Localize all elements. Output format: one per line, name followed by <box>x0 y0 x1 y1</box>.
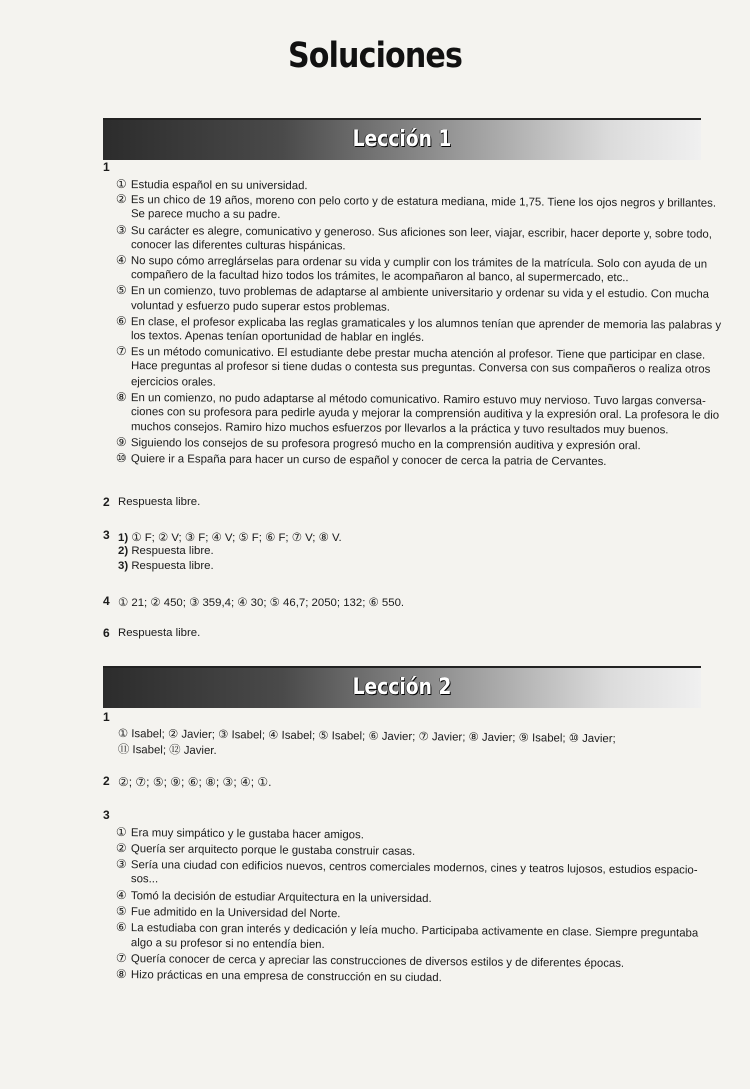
l1-q4-number: 4 <box>103 594 110 608</box>
answer-number: ⑦ <box>115 344 127 359</box>
answer-text: Hace preguntas al profesor si tiene dudas o contesta sus preguntas. Conversa con sus compañeros o realiza otros <box>130 360 711 377</box>
answer-number: ⑧ <box>115 389 127 404</box>
answer-text: En un comienzo, no pudo adaptarse al método comunicativo. Ramiro estuvo muy nervioso. Tuvo largas conversa- <box>130 391 706 408</box>
answer-text: conocer las diferentes culturas hispánicas. <box>130 238 346 253</box>
answer-text: Quería conocer de cerca y apreciar las construcciones de diversos estilos y de diferentes épocas. <box>130 953 625 971</box>
answer-text: Era muy simpático y le gustaba hacer amigos. <box>130 827 364 842</box>
answer-number: ④ <box>115 253 127 268</box>
answer-text: Quiere ir a España para hacer un curso de español y conocer de cerca la patria de Cervantes. <box>130 452 607 468</box>
answer-number: ⑥ <box>115 919 127 934</box>
l1-q3-part3-label: 3) <box>118 560 129 572</box>
l1-q3-part3-text: Respuesta libre. <box>131 560 214 572</box>
l1-q3-part1-text: ① F; ② V; ③ F; ④ V; ⑤ F; ⑥ F; ⑦ V; ⑧ V. <box>131 532 342 544</box>
answer-number: ③ <box>115 856 127 871</box>
answer-number: ⑩ <box>115 450 127 465</box>
l2-q1-line1: ① Isabel; ② Javier; ③ Isabel; ④ Isabel; ⑤ Isabel; ⑥ Javier; ⑦ Javier; ⑧ Javier; ⑨ Isabel; ⑩ Javier; <box>117 727 616 746</box>
lesson-1-banner <box>103 118 701 160</box>
answer-number: ② <box>115 840 127 855</box>
answer-text: Sería una ciudad con edificios nuevos, centros comerciales modernos, cines y teatros lujosos, estudios espacio- <box>130 858 698 877</box>
answer-number: ⑥ <box>115 313 127 328</box>
answer-number: ② <box>115 192 127 207</box>
answer-line <box>116 451 607 470</box>
answer-line <box>116 857 698 879</box>
answer-text: ciones con su profesora para pedirle ayuda y mejorar la comprensión auditiva y la expresión oral. La profesora le dio <box>130 406 720 422</box>
answer-number: ① <box>115 177 127 192</box>
answer-text: algo a su profesor si no entendía bien. <box>130 936 325 951</box>
l2-q1-number: 1 <box>103 710 110 724</box>
answer-line <box>116 299 390 316</box>
answer-number: ③ <box>115 222 127 237</box>
answer-line <box>116 967 442 986</box>
page-title: Soluciones <box>287 36 463 76</box>
l1-q3-part2 <box>118 545 214 557</box>
answer-text: Quería ser arquitecto porque le gustaba construir casas. <box>130 842 416 858</box>
l2-q2-number: 2 <box>103 774 110 788</box>
lesson-2-banner <box>103 666 701 708</box>
lesson-2-title: Lección 2 <box>352 675 452 700</box>
l1-q3-part3 <box>118 560 214 572</box>
l1-q3-number: 3 <box>103 528 110 542</box>
answer-text: Siguiendo los consejos de su profesora progresó mucho en la comprensión auditiva y expresión oral. <box>130 437 641 453</box>
l1-q6-answer: Respuesta libre. <box>118 627 201 639</box>
answer-text: Su carácter es alegre, comunicativo y generoso. Sus aficiones son leer, viajar, escribir, hacer deporte y, sobre todo, <box>130 224 712 241</box>
answer-text: Hizo prácticas en una empresa de construcción en su ciudad. <box>130 969 442 985</box>
answer-text: La estudiaba con gran interés y dedicación y leía mucho. Participaba activamente en clase. Siempre preguntaba <box>130 921 699 940</box>
answer-text: compañero de la facultad hizo todos los trámites, le acompañaron al banco, al supermercado, etc.. <box>130 269 629 285</box>
l2-q2-answer: ②; ⑦; ⑤; ⑨; ⑥; ⑧; ③; ④; ①. <box>118 775 272 789</box>
answer-text: muchos consejos. Ramiro hizo muchos esfuerzos por llevarlos a la práctica y tuvo resultados muy buenos. <box>130 421 669 437</box>
answer-number: ⑤ <box>115 904 127 919</box>
answer-line <box>116 936 325 953</box>
l2-q3-number: 3 <box>103 808 110 822</box>
answer-text: En clase, el profesor explicaba las reglas gramaticales y los alumnos tenían que aprender de memoria las palabras y <box>130 315 722 332</box>
l1-q3-part2-text: Respuesta libre. <box>131 545 214 557</box>
answer-number: ④ <box>115 888 127 903</box>
answer-line <box>116 375 216 391</box>
l1-q3-part1-label: 1) <box>118 532 129 544</box>
answer-text: Fue admitido en la Universidad del Norte. <box>130 906 341 921</box>
answer-line <box>116 207 281 223</box>
answer-number: ⑦ <box>115 951 127 966</box>
answer-number: ⑧ <box>115 967 127 982</box>
answer-text: voluntad y esfuerzo pudo superar estos problemas. <box>130 299 390 314</box>
l1-q1-number: 1 <box>103 160 110 174</box>
l1-q2-number: 2 <box>103 495 110 509</box>
answer-text: Estudia español en su universidad. <box>130 179 308 193</box>
answer-number: ① <box>115 825 127 840</box>
l1-q2-answer: Respuesta libre. <box>118 496 201 508</box>
answer-text: No supo cómo arreglárselas para ordenar su vida y cumplir con los trámites de la matrícula. Solo con ayuda de un <box>130 255 708 271</box>
answer-text: Es un chico de 19 años, moreno con pelo corto y de estatura mediana, mide 1,75. Tiene los ojos negros y brillantes. <box>130 194 717 210</box>
l1-q4-answer: ① 21; ② 450; ③ 359,4; ④ 30; ⑤ 46,7; 2050; 132; ⑥ 550. <box>118 597 405 609</box>
answer-text: Se parece mucho a su padre. <box>130 208 281 222</box>
answer-text: Es un método comunicativo. El estudiante debe prestar mucha atención al profesor. Tiene que participar en clase. <box>130 346 706 362</box>
answer-text: Tomó la decisión de estudiar Arquitectura en la universidad. <box>130 890 432 906</box>
answer-text: ejercicios orales. <box>130 375 216 389</box>
lesson-1-title: Lección 1 <box>352 127 452 152</box>
answer-text: En un comienzo, tuvo problemas de adaptarse al ambiente universitario y ordenar su vida y el estudio. Con mucha <box>130 285 710 302</box>
answer-line <box>116 872 158 887</box>
l1-q6-number: 6 <box>103 626 110 640</box>
answer-text: los textos. Apenas tenían oportunidad de hablar en inglés. <box>130 330 425 344</box>
answer-number: ⑤ <box>115 283 127 298</box>
l1-q3-part1 <box>118 530 342 544</box>
answer-line <box>116 238 346 254</box>
answer-number: ⑨ <box>115 435 127 450</box>
l1-q3-part2-label: 2) <box>118 545 129 557</box>
answer-text: sos... <box>130 873 159 886</box>
l2-q1-line2: ⑪ Isabel; ⑫ Javier. <box>117 743 217 758</box>
